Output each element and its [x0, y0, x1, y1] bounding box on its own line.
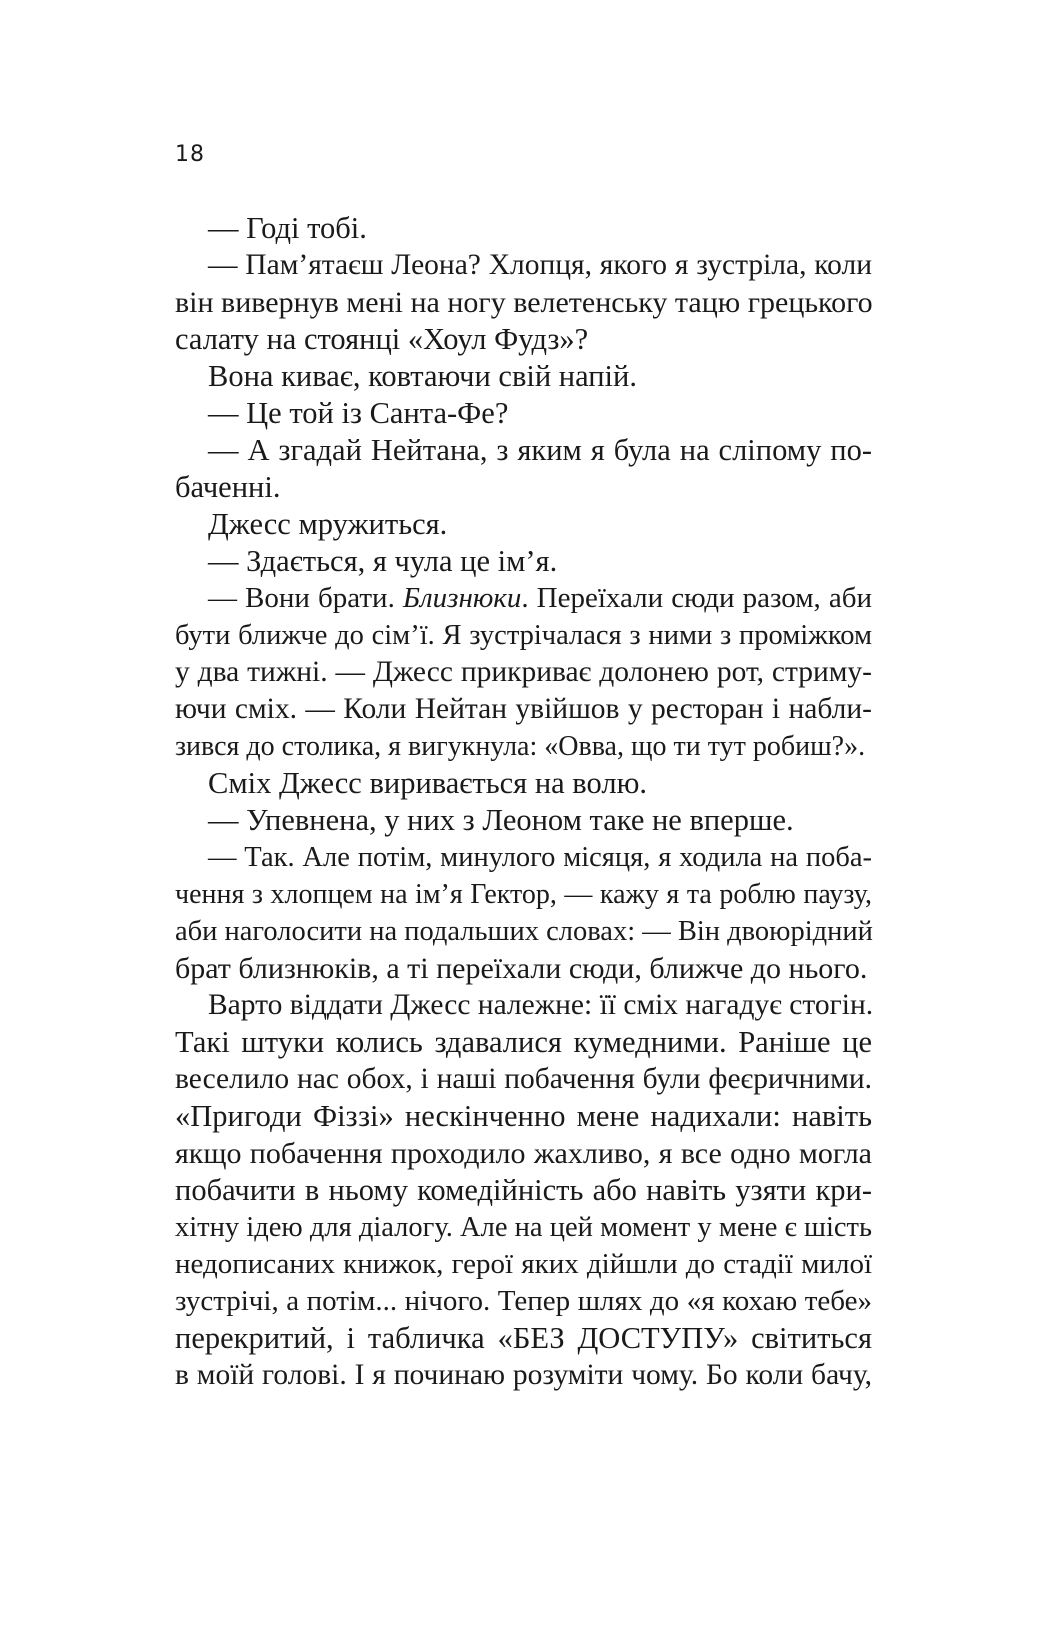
- text-line: Варто віддати Джесс належне: її сміх нагадує стогін.: [208, 989, 874, 1021]
- text-line: Сміх Джесс виривається на волю.: [208, 766, 647, 800]
- text-line: салату на стоянці «Хоул Фудз»?: [175, 322, 589, 356]
- page-number: 18: [175, 142, 205, 167]
- text-line: аби наголосити на подальших словах: — Він двоюрідний: [175, 916, 873, 947]
- text-line: — Так. Але потім, минулого місяця, я ходила на поба-: [208, 842, 872, 873]
- text-line: — А згадай Нейтана, з яким я була на сліпому по-: [208, 433, 872, 467]
- text-line: — Здається, я чула це ім’я.: [208, 544, 558, 578]
- text-line: в моїй голові. І я починаю розуміти чому. Бо коли бачу,: [175, 1359, 872, 1391]
- emphasis-text: Близнюки: [402, 582, 522, 614]
- text-line: якщо побачення проходило жахливо, я все одно могла: [175, 1137, 872, 1170]
- text-segment: . Переїхали сюди разом, аби: [521, 582, 872, 614]
- text-line: Вона киває, ковтаючи свій напій.: [208, 359, 637, 393]
- text-line: бути ближче до сім’ї. Я зустрічалася з ними з проміжком: [175, 620, 872, 651]
- text-line: брат близнюків, а ті переїхали сюди, ближче до нього.: [175, 952, 868, 985]
- text-line: недописаних книжок, герої яких дійшли до стадії милої: [175, 1248, 872, 1280]
- text-line: він вивернув мені на ногу велетенську тацю грецького: [175, 286, 873, 319]
- text-line: зустрічі, а потім... нічого. Тепер шлях до «я кохаю тебе»: [175, 1285, 872, 1317]
- text-line: чення з хлопцем на ім’я Гектор, — кажу я та роблю паузу,: [175, 879, 872, 910]
- text-line: — Пам’ятаєш Леона? Хлопця, якого я зустріла, коли: [208, 249, 872, 281]
- text-line: хітну ідею для діалогу. Але на цей момент у мене є шість: [175, 1212, 872, 1243]
- text-line: — Годі тобі.: [208, 211, 367, 245]
- text-line: ючи сміх. — Коли Нейтан увійшов у ресторан і набли-: [175, 693, 872, 725]
- text-line: веселило нас обох, і наші побачення були феєричними.: [175, 1063, 872, 1095]
- text-line: — Упевнена, у них з Леоном таке не вперше.: [208, 803, 794, 837]
- text-line: Такі штуки колись здавалися кумедними. Раніше це: [175, 1025, 872, 1059]
- text-segment: — Вони брати.: [208, 582, 403, 614]
- body-text: [175, 210, 872, 1394]
- text-line: [175, 580, 872, 617]
- text-line: баченні.: [175, 470, 281, 504]
- text-line: — Це той із Санта-Фе?: [208, 396, 509, 430]
- text-line: Джесс мружиться.: [208, 507, 448, 541]
- text-line: побачити в ньому комедійність або навіть узяти кри-: [175, 1173, 872, 1207]
- text-line: у два тижні. — Джесс прикриває долонею рот, стриму-: [175, 656, 872, 688]
- text-line: «Пригоди Фіззі» нескінченно мене надихали: навіть: [175, 1099, 872, 1133]
- text-line: зився до столика, я вигукнула: «Овва, що ти тут робиш?».: [175, 731, 866, 762]
- text-line: перекритий, і табличка «БЕЗ ДОСТУПУ» світиться: [175, 1321, 872, 1355]
